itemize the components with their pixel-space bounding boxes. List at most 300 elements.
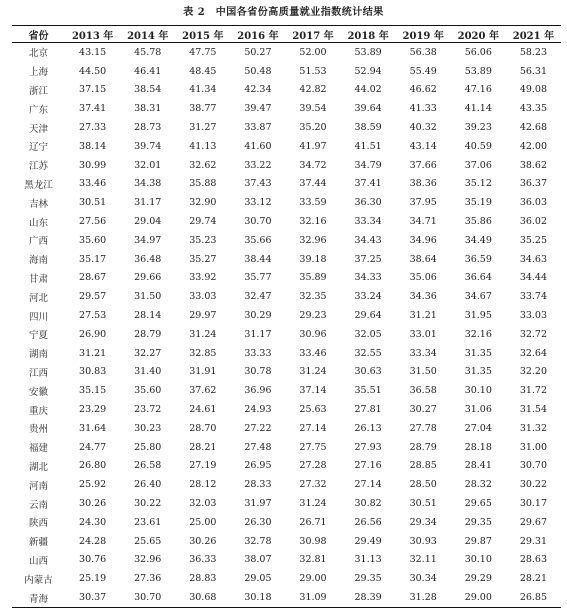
province-cell: 湖北 — [29, 461, 49, 473]
table-row — [12, 43, 561, 62]
index-value-cell: 27.33 — [79, 122, 107, 134]
index-value-cell: 35.60 — [79, 234, 107, 246]
index-value-cell: 26.56 — [354, 516, 382, 528]
index-value-cell: 28.79 — [409, 441, 437, 453]
index-value-cell: 25.63 — [299, 404, 327, 416]
province-cell: 浙江 — [29, 85, 49, 97]
header-row — [12, 26, 561, 43]
index-value-cell: 29.35 — [354, 573, 382, 585]
index-value-cell: 23.72 — [134, 404, 162, 416]
index-value-cell: 31.24 — [299, 498, 327, 510]
table-row — [12, 269, 561, 288]
index-value-cell: 28.85 — [409, 460, 437, 472]
index-value-cell: 26.95 — [244, 460, 272, 472]
index-value-cell: 30.17 — [519, 498, 548, 510]
table-row — [12, 419, 561, 438]
index-value-cell: 28.39 — [341, 588, 396, 607]
index-value-cell: 25.19 — [79, 573, 107, 585]
index-value-cell: 36.96 — [244, 385, 272, 397]
index-value-cell: 24.93 — [244, 404, 272, 416]
index-value-cell: 34.43 — [354, 234, 382, 246]
index-value-cell: 27.16 — [354, 460, 382, 472]
index-value-cell: 30.70 — [120, 588, 175, 607]
index-value-cell: 38.77 — [189, 103, 217, 115]
index-value-cell: 27.28 — [299, 460, 327, 472]
index-value-cell: 24.61 — [189, 404, 217, 416]
province-cell: 四川 — [29, 311, 49, 323]
index-value-cell: 29.57 — [79, 291, 107, 303]
index-value-cell: 35.51 — [354, 385, 382, 397]
index-value-cell: 31.95 — [464, 310, 492, 322]
province-cell: 陕西 — [29, 518, 49, 530]
index-value-cell: 35.23 — [189, 234, 217, 246]
table-row — [12, 532, 561, 551]
table-row — [12, 588, 561, 607]
index-value-cell: 31.24 — [189, 328, 217, 340]
index-value-cell: 30.78 — [244, 366, 272, 378]
index-value-cell: 29.35 — [464, 516, 492, 528]
province-cell: 重庆 — [29, 405, 49, 417]
index-value-cell: 29.34 — [409, 516, 437, 528]
index-value-cell: 39.18 — [299, 253, 327, 265]
index-value-cell: 29.00 — [299, 573, 327, 585]
index-value-cell: 30.83 — [79, 366, 107, 378]
table-row — [12, 250, 561, 269]
index-value-cell: 32.90 — [189, 197, 217, 209]
province-cell: 广西 — [29, 236, 49, 248]
index-value-cell: 30.63 — [354, 366, 382, 378]
province-cell: 山西 — [29, 555, 49, 567]
header-year: 2020 年 — [451, 26, 506, 43]
index-value-cell: 50.48 — [244, 65, 272, 77]
index-value-cell: 31.27 — [189, 122, 217, 134]
index-value-cell: 26.13 — [354, 422, 382, 434]
table-row — [12, 457, 561, 476]
table-row — [12, 231, 561, 250]
table-row — [12, 400, 561, 419]
index-value-cell: 47.75 — [189, 46, 217, 58]
index-value-cell: 32.16 — [464, 328, 492, 340]
table-body — [12, 43, 561, 608]
index-value-cell: 26.85 — [506, 588, 561, 607]
index-value-cell: 35.15 — [79, 385, 107, 397]
province-cell: 河北 — [29, 292, 49, 304]
index-value-cell: 31.72 — [519, 385, 548, 397]
index-value-cell: 41.51 — [354, 140, 382, 152]
header-year: 2021 年 — [506, 26, 561, 43]
index-value-cell: 38.36 — [409, 178, 437, 190]
index-value-cell: 31.24 — [299, 366, 327, 378]
index-value-cell: 31.17 — [244, 328, 272, 340]
index-value-cell: 32.20 — [519, 366, 548, 378]
index-value-cell: 32.96 — [134, 554, 162, 566]
province-cell: 青海 — [12, 588, 65, 607]
index-value-cell: 35.17 — [79, 253, 107, 265]
header-year: 2015 年 — [175, 26, 230, 43]
index-value-cell: 34.67 — [464, 291, 492, 303]
index-value-cell: 29.23 — [299, 310, 327, 322]
index-value-cell: 31.09 — [285, 588, 340, 607]
index-value-cell: 33.22 — [244, 159, 272, 171]
index-value-cell: 25.00 — [189, 516, 217, 528]
index-value-cell: 31.28 — [396, 588, 451, 607]
index-value-cell: 31.35 — [464, 366, 492, 378]
index-value-cell: 37.41 — [79, 103, 107, 115]
index-value-cell: 27.36 — [134, 573, 162, 585]
province-cell: 上海 — [29, 67, 49, 79]
index-value-cell: 33.33 — [244, 347, 272, 359]
index-value-cell: 33.46 — [79, 178, 107, 190]
province-cell: 天津 — [29, 123, 49, 135]
province-cell: 吉林 — [29, 198, 49, 210]
index-value-cell: 49.08 — [519, 84, 548, 96]
index-value-cell: 34.72 — [299, 159, 327, 171]
index-value-cell: 37.14 — [299, 385, 327, 397]
index-value-cell: 33.01 — [409, 328, 437, 340]
table-row — [12, 344, 561, 363]
index-value-cell: 28.83 — [189, 573, 217, 585]
province-cell: 甘肃 — [29, 273, 49, 285]
index-value-cell: 37.15 — [79, 84, 107, 96]
index-value-cell: 31.13 — [354, 554, 382, 566]
table-row — [12, 381, 561, 400]
index-value-cell: 25.92 — [79, 479, 107, 491]
index-value-cell: 30.76 — [79, 554, 107, 566]
index-value-cell: 44.02 — [354, 84, 382, 96]
index-value-cell: 27.14 — [354, 479, 382, 491]
index-value-cell: 41.33 — [409, 103, 437, 115]
index-value-cell: 27.75 — [299, 441, 327, 453]
index-value-cell: 39.54 — [299, 103, 327, 115]
index-value-cell: 34.97 — [134, 234, 162, 246]
index-value-cell: 36.03 — [519, 197, 548, 209]
index-value-cell: 35.12 — [464, 178, 492, 190]
index-value-cell: 31.54 — [519, 404, 548, 416]
index-value-cell: 50.27 — [244, 46, 272, 58]
index-value-cell: 35.89 — [299, 272, 327, 284]
index-value-cell: 35.77 — [244, 272, 272, 284]
index-value-cell: 53.89 — [464, 65, 492, 77]
index-value-cell: 27.53 — [79, 310, 107, 322]
index-value-cell: 36.02 — [519, 216, 548, 228]
index-value-cell: 28.18 — [464, 441, 492, 453]
index-value-cell: 27.19 — [189, 460, 217, 472]
index-value-cell: 27.48 — [244, 441, 272, 453]
index-value-cell: 28.33 — [244, 479, 272, 491]
index-value-cell: 33.34 — [354, 216, 382, 228]
index-value-cell: 32.96 — [299, 234, 327, 246]
province-cell: 安徽 — [29, 386, 49, 398]
index-value-cell: 55.49 — [409, 65, 437, 77]
index-value-cell: 36.64 — [464, 272, 492, 284]
index-value-cell: 33.03 — [189, 291, 217, 303]
header-province: 省份 — [12, 26, 65, 43]
index-value-cell: 32.47 — [244, 291, 272, 303]
index-value-cell: 27.04 — [464, 422, 492, 434]
index-value-cell: 32.81 — [299, 554, 327, 566]
index-value-cell: 31.21 — [409, 310, 437, 322]
index-value-cell: 27.14 — [299, 422, 327, 434]
index-value-cell: 35.66 — [244, 234, 272, 246]
index-value-cell: 30.23 — [134, 422, 162, 434]
index-value-cell: 35.20 — [299, 122, 327, 134]
index-value-cell: 33.34 — [409, 347, 437, 359]
header-year: 2018 年 — [341, 26, 396, 43]
index-value-cell: 32.27 — [134, 347, 162, 359]
index-value-cell: 30.26 — [189, 535, 217, 547]
index-value-cell: 34.36 — [409, 291, 437, 303]
index-value-cell: 40.59 — [464, 140, 492, 152]
index-value-cell: 31.50 — [409, 366, 437, 378]
index-value-cell: 33.24 — [354, 291, 382, 303]
province-cell: 北京 — [29, 48, 49, 60]
index-value-cell: 31.97 — [244, 498, 272, 510]
index-value-cell: 42.00 — [519, 140, 548, 152]
index-value-cell: 27.22 — [244, 422, 272, 434]
index-value-cell: 24.77 — [79, 441, 107, 453]
province-cell: 江苏 — [29, 161, 49, 173]
index-value-cell: 36.30 — [354, 197, 382, 209]
index-value-cell: 35.86 — [464, 216, 492, 228]
index-value-cell: 43.35 — [519, 103, 548, 115]
index-value-cell: 33.92 — [189, 272, 217, 284]
index-value-cell: 38.54 — [134, 84, 162, 96]
index-value-cell: 41.34 — [189, 84, 217, 96]
index-value-cell: 27.78 — [409, 422, 437, 434]
index-value-cell: 53.89 — [354, 46, 382, 58]
table-row — [12, 363, 561, 382]
index-value-cell: 29.65 — [464, 498, 492, 510]
index-value-cell: 30.26 — [79, 498, 107, 510]
index-value-cell: 28.67 — [79, 272, 107, 284]
index-value-cell: 34.96 — [409, 234, 437, 246]
table-row — [12, 137, 561, 156]
index-value-cell: 28.63 — [519, 554, 548, 566]
table-row — [12, 193, 561, 212]
index-value-cell: 30.51 — [79, 197, 107, 209]
index-value-cell: 29.04 — [134, 216, 162, 228]
index-value-cell: 36.37 — [519, 178, 548, 190]
index-value-cell: 29.29 — [464, 573, 492, 585]
index-value-cell: 38.07 — [244, 554, 272, 566]
index-value-cell: 32.01 — [134, 159, 162, 171]
index-value-cell: 28.79 — [134, 328, 162, 340]
index-value-cell: 37.06 — [464, 159, 492, 171]
index-value-cell: 33.74 — [519, 291, 548, 303]
table-row — [12, 212, 561, 231]
index-value-cell: 30.10 — [464, 554, 492, 566]
index-value-cell: 31.91 — [189, 366, 217, 378]
index-value-cell: 30.22 — [134, 498, 162, 510]
index-value-cell: 25.65 — [134, 535, 162, 547]
province-cell: 河南 — [29, 480, 49, 492]
table-row — [12, 118, 561, 137]
index-value-cell: 23.29 — [79, 404, 107, 416]
index-value-cell: 26.90 — [79, 328, 107, 340]
index-value-cell: 32.03 — [189, 498, 217, 510]
index-value-cell: 41.14 — [464, 103, 492, 115]
index-value-cell: 39.74 — [134, 140, 162, 152]
index-value-cell: 32.55 — [354, 347, 382, 359]
index-value-cell: 31.17 — [134, 197, 162, 209]
province-cell: 海南 — [29, 255, 49, 267]
index-value-cell: 27.81 — [354, 404, 382, 416]
index-value-cell: 39.64 — [354, 103, 382, 115]
index-value-cell: 37.44 — [299, 178, 327, 190]
table-row — [12, 62, 561, 81]
table-header — [12, 26, 561, 43]
index-value-cell: 30.27 — [409, 404, 437, 416]
index-value-cell: 30.68 — [175, 588, 230, 607]
index-value-cell: 31.32 — [519, 422, 548, 434]
index-value-cell: 47.16 — [464, 84, 492, 96]
index-value-cell: 35.19 — [464, 197, 492, 209]
index-value-cell: 40.32 — [409, 122, 437, 134]
index-value-cell: 38.64 — [409, 253, 437, 265]
index-value-cell: 30.18 — [230, 588, 285, 607]
table-row — [12, 81, 561, 100]
index-value-cell: 32.35 — [299, 291, 327, 303]
index-value-cell: 30.70 — [244, 216, 272, 228]
index-value-cell: 24.28 — [79, 535, 107, 547]
index-value-cell: 30.22 — [519, 479, 548, 491]
header-year: 2019 年 — [396, 26, 451, 43]
index-value-cell: 32.11 — [409, 554, 437, 566]
index-value-cell: 33.87 — [244, 122, 272, 134]
index-value-cell: 38.59 — [354, 122, 382, 134]
index-value-cell: 29.05 — [244, 573, 272, 585]
index-value-cell: 35.60 — [134, 385, 162, 397]
index-value-cell: 41.13 — [189, 140, 217, 152]
index-value-cell: 30.37 — [65, 588, 120, 607]
index-value-cell: 56.06 — [464, 46, 492, 58]
index-value-cell: 32.78 — [244, 535, 272, 547]
index-value-cell: 27.56 — [79, 216, 107, 228]
index-value-cell: 29.67 — [519, 516, 548, 528]
index-value-cell: 43.15 — [79, 46, 107, 58]
index-value-cell: 58.23 — [519, 46, 548, 58]
index-value-cell: 38.31 — [134, 103, 162, 115]
index-value-cell: 34.49 — [464, 234, 492, 246]
index-value-cell: 42.82 — [299, 84, 327, 96]
index-value-cell: 34.71 — [409, 216, 437, 228]
index-value-cell: 36.59 — [464, 253, 492, 265]
table-row — [12, 551, 561, 570]
index-value-cell: 30.70 — [519, 460, 548, 472]
index-value-cell: 33.03 — [519, 310, 548, 322]
index-value-cell: 29.74 — [189, 216, 217, 228]
index-value-cell: 31.40 — [134, 366, 162, 378]
province-cell: 新疆 — [29, 537, 49, 549]
index-value-cell: 28.12 — [189, 479, 217, 491]
index-value-cell: 31.50 — [134, 291, 162, 303]
table-row — [12, 494, 561, 513]
index-value-cell: 28.21 — [519, 573, 548, 585]
index-value-cell: 26.40 — [134, 479, 162, 491]
province-cell: 辽宁 — [29, 142, 49, 154]
index-value-cell: 56.38 — [409, 46, 437, 58]
index-value-cell: 29.64 — [354, 310, 382, 322]
index-value-cell: 52.00 — [299, 46, 327, 58]
province-cell: 山东 — [29, 217, 49, 229]
index-value-cell: 35.88 — [189, 178, 217, 190]
province-cell: 贵州 — [29, 424, 49, 436]
header-year: 2014 年 — [120, 26, 175, 43]
index-value-cell: 28.50 — [409, 479, 437, 491]
index-value-cell: 31.06 — [464, 404, 492, 416]
index-value-cell: 37.25 — [354, 253, 382, 265]
index-value-cell: 26.80 — [79, 460, 107, 472]
index-value-cell: 37.66 — [409, 159, 437, 171]
table-row — [12, 99, 561, 118]
table-row — [12, 325, 561, 344]
index-value-cell: 36.33 — [189, 554, 217, 566]
index-value-cell: 32.62 — [189, 159, 217, 171]
table-row — [12, 156, 561, 175]
index-value-cell: 37.95 — [409, 197, 437, 209]
province-cell: 黑龙江 — [24, 179, 53, 191]
index-value-cell: 43.14 — [409, 140, 437, 152]
index-value-cell: 27.32 — [299, 479, 327, 491]
index-value-cell: 46.41 — [134, 65, 162, 77]
table-caption: 表 2 中国各省份高质量就业指数统计结果 — [183, 7, 384, 18]
index-value-cell: 44.50 — [79, 65, 107, 77]
index-value-cell: 32.85 — [189, 347, 217, 359]
index-value-cell: 28.70 — [189, 422, 217, 434]
header-year: 2013 年 — [65, 26, 120, 43]
index-value-cell: 29.66 — [134, 272, 162, 284]
index-value-cell: 46.62 — [409, 84, 437, 96]
index-value-cell: 52.94 — [354, 65, 382, 77]
index-value-cell: 35.06 — [409, 272, 437, 284]
index-value-cell: 34.38 — [134, 178, 162, 190]
index-value-cell: 30.93 — [409, 535, 437, 547]
index-value-cell: 30.96 — [299, 328, 327, 340]
index-value-cell: 30.29 — [244, 310, 272, 322]
index-value-cell: 29.97 — [189, 310, 217, 322]
index-value-cell: 25.80 — [134, 441, 162, 453]
province-cell: 福建 — [29, 443, 49, 455]
index-value-cell: 56.31 — [519, 65, 548, 77]
index-value-cell: 29.00 — [451, 588, 506, 607]
index-value-cell: 27.93 — [354, 441, 382, 453]
province-cell: 宁夏 — [29, 330, 49, 342]
index-value-cell: 26.30 — [244, 516, 272, 528]
table-row — [12, 438, 561, 457]
province-cell: 江西 — [29, 367, 49, 379]
index-value-cell: 31.00 — [519, 441, 548, 453]
index-value-cell: 34.63 — [519, 253, 548, 265]
index-value-cell: 23.61 — [134, 516, 162, 528]
index-value-cell: 32.05 — [354, 328, 382, 340]
index-value-cell: 36.58 — [409, 385, 437, 397]
index-value-cell: 42.68 — [519, 122, 548, 134]
table-row — [12, 306, 561, 325]
index-value-cell: 45.78 — [134, 46, 162, 58]
index-value-cell: 41.97 — [299, 140, 327, 152]
index-value-cell: 30.10 — [464, 385, 492, 397]
header-year: 2017 年 — [285, 26, 340, 43]
index-value-cell: 26.58 — [134, 460, 162, 472]
employment-index-table — [12, 25, 561, 608]
table-row — [12, 475, 561, 494]
table-row — [12, 287, 561, 306]
index-value-cell: 30.99 — [79, 159, 107, 171]
index-value-cell: 38.14 — [79, 140, 107, 152]
index-value-cell: 31.64 — [79, 422, 107, 434]
index-value-cell: 35.27 — [189, 253, 217, 265]
index-value-cell: 36.48 — [134, 253, 162, 265]
